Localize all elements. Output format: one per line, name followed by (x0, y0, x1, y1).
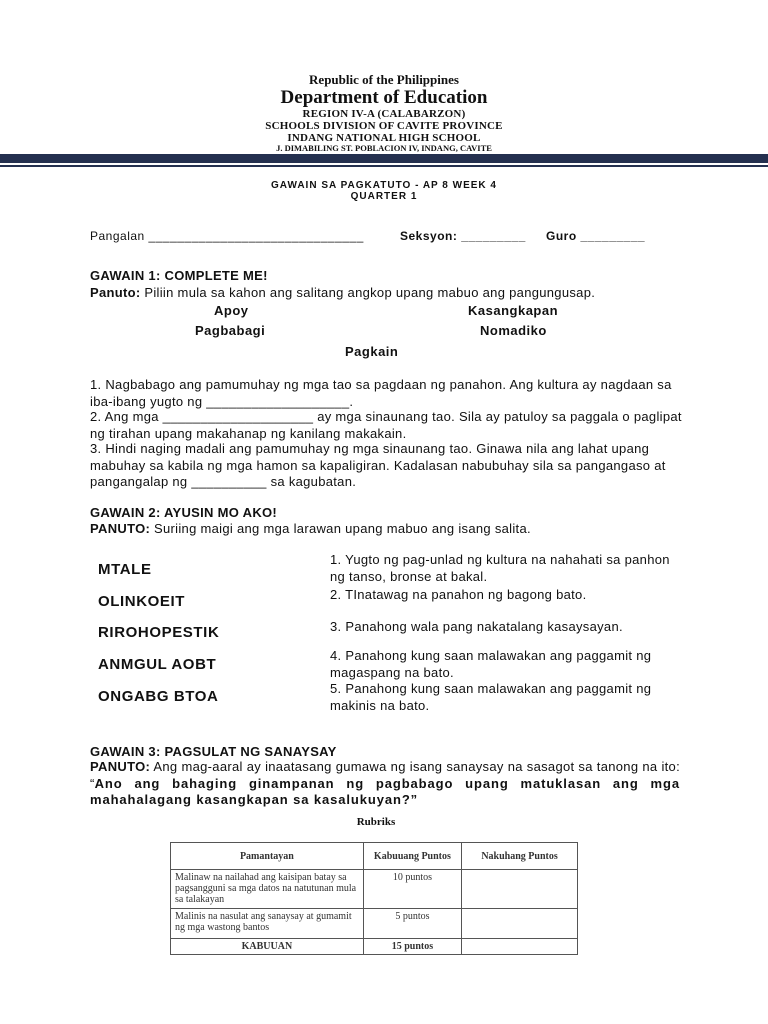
rubric-table (170, 842, 578, 955)
choice-nomadiko: Nomadiko (480, 323, 547, 338)
choice-kasangkapan: Kasangkapan (468, 303, 559, 318)
rubric-total-earned[interactable] (462, 939, 578, 955)
activity-title: GAWAIN SA PAGKATUTO - AP 8 WEEK 4 (271, 180, 497, 191)
rubric-earned-2[interactable] (462, 909, 578, 939)
choice-apoy: Apoy (214, 303, 249, 318)
gawain1-panuto-text: Piliin mula sa kahon ang salitang angkop upang mabuo ang pangungusap. (140, 285, 596, 300)
rubric-earned-1[interactable] (462, 870, 578, 909)
gawain1-item-3: 3. Hindi naging madali ang pamumuhay ng mga sinaunang tao. Ginawa nila ang lahat upang mabuhay sa kabila ng mga hamon sa kapaligiran. Kadalasan nabubuhay sila sa pangangaso at pangangalap ng __________ sa kagubatan. (90, 441, 666, 489)
jumbled-word-5: ONGABG BTOA (98, 688, 219, 705)
gawain1-panuto-label: Panuto: (90, 285, 141, 300)
name-field: Pangalan ______________________________ (90, 229, 364, 243)
section-field: Seksyon: _________ (400, 229, 526, 243)
choice-pagbabagi: Pagbabagi (195, 323, 266, 338)
gawain2-panuto-label: PANUTO: (90, 521, 151, 536)
teacher-field: Guro _________ (546, 229, 646, 243)
address-line: J. DIMABILING ST. POBLACION IV, INDANG, CAVITE (276, 143, 492, 153)
rubric-points-1: 10 puntos (363, 870, 461, 909)
gawain2-panuto-text: Suriing maigi ang mga larawan upang mabuo ang isang salita. (150, 521, 531, 536)
school-line: INDANG NATIONAL HIGH SCHOOL (287, 132, 481, 144)
department-title: Department of Education (280, 87, 488, 108)
gawain3-panuto-text: Ang mag-aaral ay inaatasang gumawa ng isang sanaysay na sasagot sa tanong na ito: “ (90, 759, 680, 791)
gawain2-title: GAWAIN 2: AYUSIN MO AKO! (90, 505, 278, 520)
clue-4: 4. Panahong kung saan malawakan ang paggamit ng magaspang na bato. (330, 648, 652, 680)
rubric-total-label: KABUUAN (171, 939, 364, 955)
gawain3-title: GAWAIN 3: PAGSULAT NG SANAYSAY (90, 744, 337, 759)
gawain2-instruction (90, 521, 690, 538)
jumbled-word-3: RIROHOPESTIK (98, 624, 220, 641)
rubric-points-2: 5 puntos (363, 909, 461, 939)
rubric-header-earned: Nakuhang Puntos (462, 843, 578, 870)
region-line: REGION IV-A (CALABARZON) (302, 108, 466, 120)
clue-2: 2. TInatawag na panahon ng bagong bato. (330, 587, 587, 602)
choice-pagkain: Pagkain (345, 344, 399, 359)
clue-3: 3. Panahong wala pang nakatalang kasaysayan. (330, 619, 623, 634)
jumbled-word-4: ANMGUL AOBT (98, 656, 217, 673)
rubric-row (171, 909, 578, 939)
gawain1-item-2: 2. Ang mga ____________________ ay mga sinaunang tao. Sila ay patuloy sa paggala o paglipat ng tirahan upang makahanap ng kanilang makakain. (90, 409, 682, 441)
gawain1-item-1: 1. Nagbabago ang pamumuhay ng mga tao sa pagdaan ng panahon. Ang kultura ay nagdaan sa iba-ibang yugto ng ___________________. (90, 377, 672, 409)
rubric-criterion-2: Malinis na nasulat ang sanaysay at gumamit ng mga wastong bantos (171, 909, 364, 939)
header-divider-thick (0, 154, 768, 163)
gawain3-panuto-label: PANUTO: (90, 759, 151, 774)
clue-5: 5. Panahong kung saan malawakan ang paggamit ng makinis na bato. (330, 681, 652, 713)
gawain1-instruction (90, 285, 690, 302)
gawain1-title: GAWAIN 1: COMPLETE ME! (90, 268, 268, 283)
jumbled-word-1: MTALE (98, 561, 152, 578)
division-line: SCHOOLS DIVISION OF CAVITE PROVINCE (265, 120, 503, 132)
rubric-header-criteria: Pamantayan (171, 843, 364, 870)
rubric-criterion-1: Malinaw na nailahad ang kaisipan batay sa pagsangguni sa mga datos na natutunan mula sa talakayan (171, 870, 364, 909)
header-divider-thin (0, 165, 768, 167)
rubric-header-row (171, 843, 578, 870)
jumbled-word-2: OLINKOEIT (98, 593, 186, 610)
gawain3-question: Ano ang bahaging ginampanan ng pagbabago upang matuklasan ang mga mahahalagang kasangkapan sa kasalukuyan?” (90, 775, 680, 807)
rubric-total-row (171, 939, 578, 955)
gawain3-instruction (90, 759, 680, 809)
quarter-label: QUARTER 1 (350, 191, 418, 202)
rubric-header-total: Kabuuang Puntos (363, 843, 461, 870)
rubric-caption: Rubriks (356, 816, 396, 828)
rubric-total-points: 15 puntos (363, 939, 461, 955)
republic-line: Republic of the Philippines (309, 72, 459, 87)
rubric-row (171, 870, 578, 909)
clue-1: 1. Yugto ng pag-unlad ng kultura na nahahati sa panhon ng tanso, bronse at bakal. (330, 552, 670, 584)
